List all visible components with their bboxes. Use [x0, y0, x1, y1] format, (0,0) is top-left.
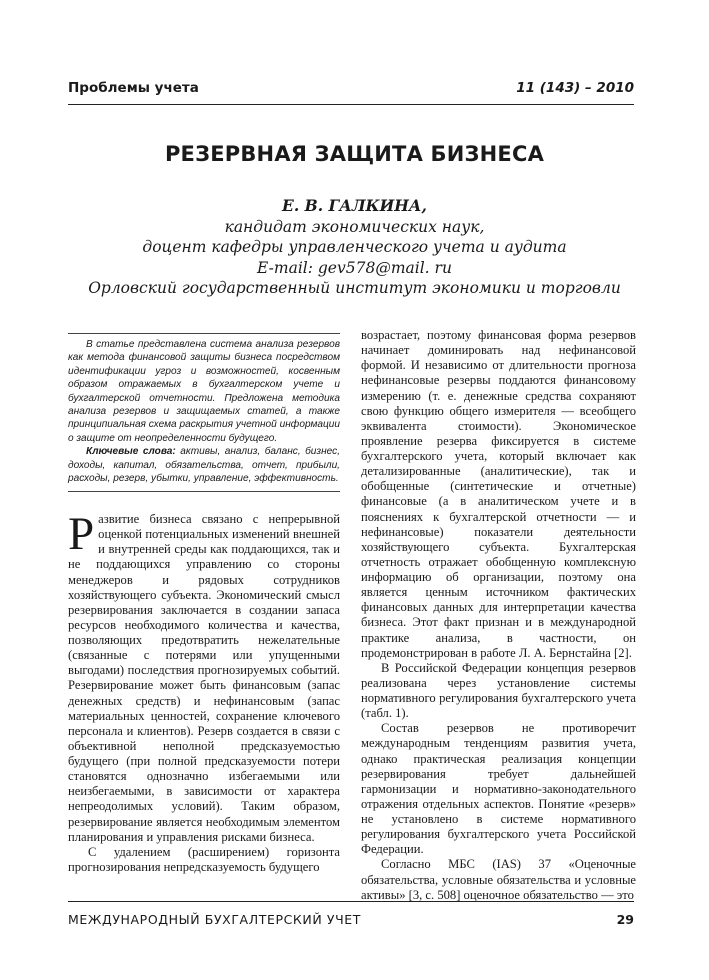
keywords-label: Ключевые слова:: [86, 446, 176, 458]
left-column: [68, 508, 340, 875]
page-number: 29: [616, 912, 634, 927]
paragraph-text: азвитие бизнеса связано с непрерывной оценкой потенциальных изменений внешней и внутренней среды как поддающихся, так и не поддающихся управлению со стороны менеджеров и рядовых сотрудников хозяйствующего субъекта. Экономический смысл резервирования заключается в создании запаса ресурсов необходимого количества и качества, позволяющих предотвратить нежелательные (связанные с потерями или упущенными выгодами) последствия прогнозируемых событий. Резервирование может быть финансовым (запас денежных средств) и нефинансовым (запас материальных ценностей, сохранение ключевого персонала и клиентов). Резерв создается в связи с объективной неполной предсказуемостью будущего (при полной предсказуемости потери становятся однозначно избегаемыми или неизбегаемыми, в зависимости от характера непреодолимых условий). Таким образом, резервирование является необходимым элементом планирования и управления рисками бизнеса.: [68, 512, 340, 844]
issue-number: 11 (143) – 2010: [516, 80, 634, 96]
body-paragraph: В Российской Федерации концепция резервов реализована через установление системы нормативного регулирования бухгалтерского учета (табл. 1).: [361, 660, 636, 721]
author-affiliation: Орловский государственный институт экономики и торговли: [88, 279, 621, 297]
abstract: [68, 333, 340, 492]
body-paragraph: С удалением (расширением) горизонта прогнозирования непредсказуемость будущего: [68, 844, 340, 874]
abstract-text: В статье представлена система анализа резервов как метода финансовой защиты бизнеса посредством идентификации угроз и возможностей, косвенным образом отражаемых в бухгалтерском учете и бухгалтерской отчетности. Предложена методика анализа резервов и защищаемых статей, а также принципиальная схема раскрытия учетной информации о защите от неопределенности будущего.: [68, 339, 340, 444]
keywords-list: активы, анализ, баланс, бизнес, доходы, капитал, обязательства, отчет, прибыли, расходы, резерв, убытки, управление, эффективность.: [68, 446, 340, 485]
body-paragraph: [68, 508, 340, 845]
article-title: РЕЗЕРВНАЯ ЗАЩИТА БИЗНЕСА: [164, 142, 545, 166]
body-paragraph: возрастает, поэтому финансовая форма резервов начинает доминировать над нефинансовой формой. И независимо от длительности прогноза нефинансовые резервы поддаются финансовому измерению (т. е. денежные средства сохраняют свою функцию общего измерителя — всеобщего эквивалента стоимости). Экономическое проявление резерва фиксируется в системе бухгалтерского учета, который включает как детализированные (аналитические), так и обобщенные (синтетические и отчетные) финансовые (а в аналитическом учете и в пояснениях к бухгалтерской отчетности — и нефинансовые) показатели деятельности хозяйствующего субъекта. Бухгалтерская отчетность отражает обобщенную комплексную информацию об организации, поэтому она является ценным источником фактических финансовых данных для интерпретации качества бизнеса. Этот факт признан и в международной практике анализа, в частности, он продемонстрирован в работе Л. А. Бернстайна [2].: [361, 328, 636, 660]
header-divider: [68, 104, 634, 105]
running-footer: [68, 912, 634, 927]
body-paragraph: Состав резервов не противоречит международным тенденциям развития учета, однако практическая реализация концепции резервирования требует дальнейшей гармонизации и нормативно-законодательного отражения отдельных аспектов. Понятие «резерв» не установлено в системе нормативного регулирования бухгалтерского учета Российской Федерации.: [361, 721, 636, 857]
author-email: E-mail: gev578@mail. ru: [257, 258, 452, 277]
author-degree: кандидат экономических наук,: [224, 217, 485, 236]
footer-divider: [68, 901, 634, 902]
body-paragraph: Согласно МБС (IAS) 37 «Оценочные обязательства, условные обязательства и условные активы» [3, с. 508] оценочное обязательство — это: [361, 857, 636, 902]
keywords: [68, 445, 340, 485]
journal-section: Проблемы учета: [68, 80, 199, 96]
right-column: [361, 328, 636, 903]
drop-cap: Р: [68, 508, 95, 560]
running-header: [68, 80, 634, 100]
author-position: доцент кафедры управленческого учета и аудита: [142, 238, 567, 256]
author-name: Е. В. ГАЛКИНА,: [282, 196, 427, 215]
journal-name: МЕЖДУНАРОДНЫЙ БУХГАЛТЕРСКИЙ УЧЕТ: [68, 912, 361, 927]
author-block: [0, 196, 709, 299]
abstract-divider: [68, 491, 340, 492]
